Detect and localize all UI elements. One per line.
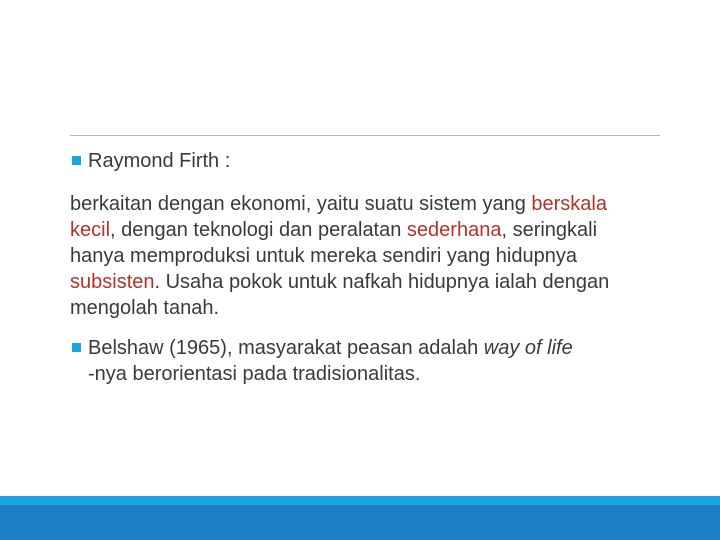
bullet-label: Raymond Firth : <box>88 150 231 172</box>
slide-content <box>70 148 670 387</box>
footer-accent-bar <box>0 496 720 505</box>
bullet-item-belshaw <box>70 335 670 387</box>
paragraph-text: . Usaha pokok untuk nafkah hidupnya ialah dengan mengolah tanah. <box>70 271 610 319</box>
definition-paragraph <box>70 191 655 321</box>
highlight-berskala-kecil: berskala kecil <box>70 193 607 241</box>
square-bullet-icon <box>72 156 81 165</box>
highlight-sederhana: sederhana <box>406 219 502 241</box>
square-bullet-icon <box>72 343 81 352</box>
title-divider <box>70 135 660 136</box>
paragraph-text: , dengan teknologi dan peralatan <box>110 219 407 241</box>
bullet-item-raymond-firth <box>70 148 670 174</box>
bullet-text: Belshaw (1965), masyarakat peasan adalah <box>88 337 484 359</box>
paragraph-text: , seringkali hanya memproduksi untuk mereka sendiri yang hidupnya <box>70 219 598 267</box>
emphasis-way-of-life: way of life <box>483 337 573 359</box>
paragraph-text: berkaitan dengan ekonomi, yaitu suatu sistem yang <box>70 193 532 215</box>
footer-bar <box>0 505 720 540</box>
highlight-subsisten: subsisten <box>70 271 155 293</box>
bullet-continuation: -nya berorientasi pada tradisionalitas. <box>88 363 421 385</box>
